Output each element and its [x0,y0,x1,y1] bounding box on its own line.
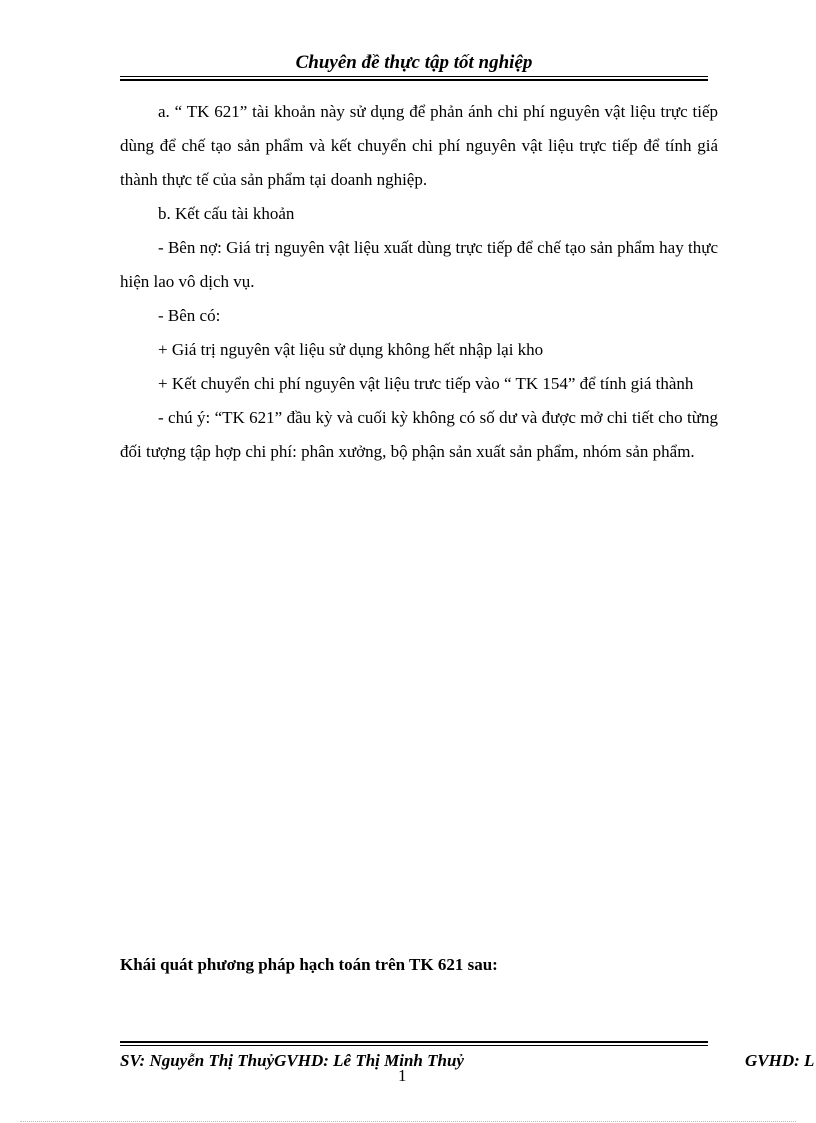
paragraph-note: - chú ý: “TK 621” đầu kỳ và cuối kỳ không có số dư và được mở chi tiết cho từng đối tượng tập hợp chi phí: phân xưởng, bộ phận sản xuất sản phẩm, nhóm sản phẩm. [120,408,718,461]
header-rule-bottom [120,79,708,81]
footer-rule-bottom [120,1045,708,1046]
footer-gvhd: GVHD: L [745,1051,815,1070]
paragraph-credit-side: - Bên có: [158,306,221,325]
section-heading: Khái quát phương pháp hạch toán trên TK 621 sau: [120,955,498,974]
body-text [120,95,718,469]
page-bottom-edge [20,1121,796,1122]
header-rule-top [120,76,708,77]
paragraph-tk621-definition: a. “ TK 621” tài khoản này sử dụng để phản ánh chi phí nguyên vật liệu trực tiếp dùng để chế tạo sản phẩm và kết chuyển chi phí nguyên vật liệu trực tiếp để tính giá thành thực tế của sản phẩm tại doanh nghiệp. [120,102,718,189]
footer-student: SV: Nguyễn Thị ThuỷGVHD: Lê Thị Minh Thuỷ [120,1051,464,1070]
footer-rule-top [120,1041,708,1043]
paragraph-credit-item-2: + Kết chuyển chi phí nguyên vật liệu trưc tiếp vào “ TK 154” để tính giá thành [158,374,694,393]
paragraph-credit-item-1: + Giá trị nguyên vật liệu sử dụng không hết nhập lại kho [158,340,544,359]
page-number: 1 [398,1066,407,1085]
paragraph-debit-side: - Bên nợ: Giá trị nguyên vật liệu xuất dùng trực tiếp để chế tạo sản phẩm hay thực hiện lao vô dịch vụ. [120,238,718,291]
header-title: Chuyên đề thực tập tốt nghiệp [295,52,533,73]
paragraph-account-structure: b. Kết cấu tài khoản [158,204,295,223]
